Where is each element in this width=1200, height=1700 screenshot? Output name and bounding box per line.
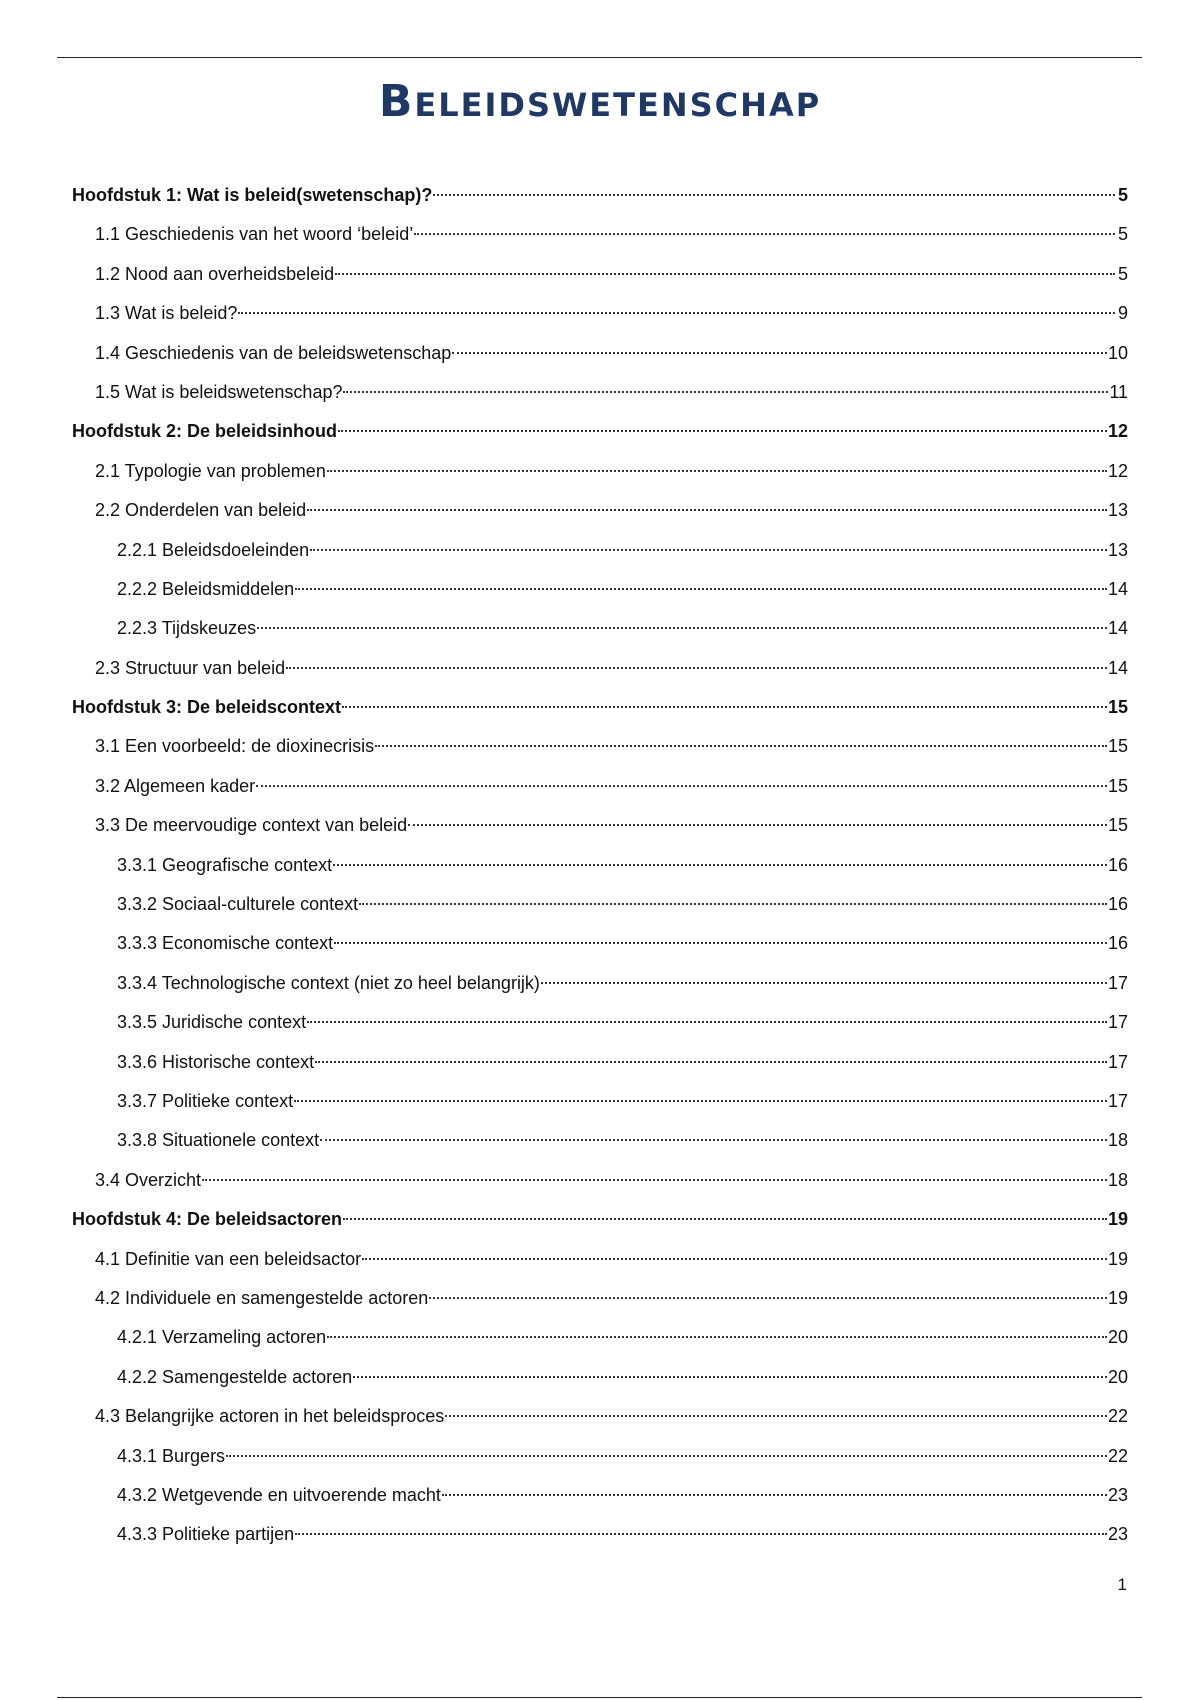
toc-entry-title: 4.1 Definitie van een beleidsactor — [95, 1248, 362, 1269]
document-title — [0, 74, 1200, 133]
toc-entry-page: 16 — [1107, 933, 1128, 954]
toc-entry-title: 3.3.6 Historische context — [117, 1051, 315, 1072]
toc-entry-page: 10 — [1107, 342, 1128, 363]
toc-dot-leader — [327, 1336, 1107, 1338]
toc-dot-leader — [310, 549, 1107, 551]
toc-entry-title: 2.2.2 Beleidsmiddelen — [117, 578, 295, 599]
toc-dot-leader — [307, 1021, 1107, 1023]
toc-entry-page: 17 — [1107, 1090, 1128, 1111]
toc-dot-leader — [315, 1061, 1107, 1063]
toc-entry-page: 5 — [1117, 185, 1128, 205]
toc-entry-title: 1.3 Wat is beleid? — [95, 303, 238, 324]
header-rule — [57, 57, 1142, 58]
toc-entry-page: 14 — [1107, 578, 1128, 599]
toc-dot-leader — [342, 706, 1107, 708]
toc-entry[interactable] — [72, 294, 1128, 333]
toc-dot-leader — [295, 588, 1107, 590]
toc-dot-leader — [442, 1494, 1107, 1496]
toc-dot-leader — [257, 627, 1107, 629]
toc-entry-title: 3.4 Overzicht — [95, 1169, 202, 1190]
toc-entry-page: 12 — [1107, 421, 1128, 442]
toc-entry-page: 12 — [1107, 460, 1128, 481]
toc-entry-title: 3.3.2 Sociaal-culturele context — [117, 894, 359, 915]
toc-entry[interactable] — [72, 688, 1128, 727]
toc-entry[interactable] — [72, 255, 1128, 294]
toc-dot-leader — [353, 1376, 1107, 1378]
toc-dot-leader — [375, 745, 1107, 747]
toc-entry[interactable] — [72, 1240, 1128, 1279]
toc-dot-leader — [238, 312, 1115, 314]
toc-entry-title: 3.3.7 Politieke context — [117, 1090, 294, 1111]
toc-entry-page: 14 — [1107, 657, 1128, 678]
toc-dot-leader — [408, 824, 1107, 826]
toc-entry-title: 3.3.3 Economische context — [117, 933, 334, 954]
toc-entry-page: 17 — [1107, 1051, 1128, 1072]
toc-dot-leader — [429, 1297, 1107, 1299]
toc-entry-title: 3.3 De meervoudige context van beleid — [95, 815, 408, 836]
toc-entry-page: 19 — [1107, 1248, 1128, 1269]
toc-entry-title: 4.3 Belangrijke actoren in het beleidsproces — [95, 1406, 445, 1427]
toc-entry[interactable] — [72, 1397, 1128, 1436]
toc-entry-title: 3.3.4 Technologische context (niet zo heel belangrijk) — [117, 972, 540, 993]
toc-entry-page: 16 — [1107, 854, 1128, 875]
toc-dot-leader — [343, 391, 1108, 393]
toc-entry-title: 2.2.3 Tijdskeuzes — [117, 618, 257, 639]
toc-dot-leader — [414, 233, 1115, 235]
toc-entry-title: 4.3.1 Burgers — [117, 1445, 226, 1466]
toc-entry-title: 4.2.1 Verzameling actoren — [117, 1327, 327, 1348]
toc-entry-page: 15 — [1107, 775, 1128, 796]
toc-entry[interactable] — [72, 373, 1128, 412]
toc-entry[interactable] — [72, 609, 1128, 648]
toc-entry-title: 1.2 Nood aan overheidsbeleid — [95, 263, 335, 284]
toc-dot-leader — [362, 1258, 1107, 1260]
toc-entry[interactable] — [72, 1437, 1128, 1476]
toc-entry-title: 1.4 Geschiedenis van de beleidswetenschap — [95, 342, 452, 363]
toc-dot-leader — [295, 1533, 1107, 1535]
toc-entry[interactable] — [72, 412, 1128, 451]
toc-entry-title: Hoofdstuk 4: De beleidsactoren — [72, 1209, 343, 1230]
toc-entry-page: 15 — [1107, 736, 1128, 757]
toc-dot-leader — [307, 509, 1107, 511]
toc-dot-leader — [327, 470, 1107, 472]
toc-dot-leader — [541, 982, 1107, 984]
toc-entry-title: 3.3.5 Juridische context — [117, 1012, 307, 1033]
toc-entry[interactable] — [72, 531, 1128, 570]
toc-entry[interactable] — [72, 491, 1128, 530]
toc-entry-page: 11 — [1109, 381, 1128, 402]
toc-entry-title: 4.3.2 Wetgevende en uitvoerende macht — [117, 1484, 441, 1505]
toc-entry-page: 15 — [1107, 815, 1128, 836]
toc-entry-title: 3.2 Algemeen kader — [95, 775, 256, 796]
toc-entry[interactable] — [72, 1200, 1128, 1239]
toc-entry-title: 2.1 Typologie van problemen — [95, 460, 326, 481]
page-number: 1 — [1117, 1575, 1127, 1594]
toc-dot-leader — [320, 1139, 1107, 1141]
toc-dot-leader — [335, 273, 1115, 275]
toc-entry-title: 2.2.1 Beleidsdoeleinden — [117, 539, 310, 560]
toc-entry[interactable] — [72, 1003, 1128, 1042]
toc-entry-page: 17 — [1107, 972, 1128, 993]
toc-dot-leader — [294, 1100, 1107, 1102]
toc-entry-page: 20 — [1107, 1327, 1128, 1348]
toc-entry-page: 18 — [1107, 1130, 1128, 1151]
toc-entry[interactable] — [72, 885, 1128, 924]
toc-entry[interactable] — [72, 1318, 1128, 1357]
toc-dot-leader — [202, 1179, 1107, 1181]
toc-entry-page: 17 — [1107, 1012, 1128, 1033]
toc-entry[interactable] — [72, 924, 1128, 963]
toc-entry-title: 1.5 Wat is beleidswetenschap? — [95, 381, 343, 402]
toc-dot-leader — [334, 942, 1107, 944]
toc-entry[interactable] — [72, 1082, 1128, 1121]
toc-dot-leader — [333, 864, 1107, 866]
toc-entry[interactable] — [72, 1161, 1128, 1200]
document-title-initial: B — [378, 76, 415, 127]
toc-dot-leader — [433, 194, 1115, 196]
toc-entry-title: 1.1 Geschiedenis van het woord ‘beleid’ — [95, 224, 414, 245]
toc-dot-leader — [256, 785, 1107, 787]
toc-entry[interactable] — [72, 1279, 1128, 1318]
toc-entry-page: 19 — [1107, 1287, 1128, 1308]
toc-entry-page: 22 — [1107, 1406, 1128, 1427]
toc-entry-title: Hoofdstuk 1: Wat is beleid(swetenschap)? — [72, 185, 433, 205]
toc-entry-title: 2.2 Onderdelen van beleid — [95, 500, 307, 521]
toc-entry[interactable] — [72, 846, 1128, 885]
toc-entry-page: 22 — [1107, 1445, 1128, 1466]
footer-rule — [57, 1697, 1142, 1698]
toc-entry-page: 5 — [1117, 224, 1128, 245]
toc-entry-page: 5 — [1117, 263, 1128, 284]
toc-dot-leader — [226, 1455, 1107, 1457]
toc-entry[interactable] — [72, 176, 1128, 215]
toc-entry[interactable] — [72, 649, 1128, 688]
toc-entry[interactable] — [72, 570, 1128, 609]
toc-entry[interactable] — [72, 1476, 1128, 1515]
toc-dot-leader — [452, 352, 1107, 354]
toc-dot-leader — [338, 430, 1107, 432]
toc-entry-title: Hoofdstuk 3: De beleidscontext — [72, 697, 342, 718]
toc-entry[interactable] — [72, 806, 1128, 845]
document-title-rest: ELEIDSWETENSCHAP — [414, 86, 822, 124]
toc-entry[interactable] — [72, 767, 1128, 806]
table-of-contents — [72, 176, 1128, 1555]
toc-entry[interactable] — [72, 964, 1128, 1003]
toc-entry-page: 19 — [1107, 1209, 1128, 1230]
toc-entry-title: 3.1 Een voorbeeld: de dioxinecrisis — [95, 736, 375, 757]
toc-entry-page: 9 — [1117, 303, 1128, 324]
toc-dot-leader — [286, 667, 1107, 669]
toc-entry-page: 23 — [1107, 1524, 1128, 1545]
toc-entry[interactable] — [72, 1515, 1128, 1554]
toc-entry-page: 20 — [1107, 1366, 1128, 1387]
toc-entry-page: 23 — [1107, 1484, 1128, 1505]
toc-entry[interactable] — [72, 215, 1128, 254]
toc-entry-title: 3.3.8 Situationele context — [117, 1130, 320, 1151]
toc-entry-title: 3.3.1 Geografische context — [117, 854, 333, 875]
toc-entry-title: Hoofdstuk 2: De beleidsinhoud — [72, 421, 338, 442]
toc-entry-page: 13 — [1107, 539, 1128, 560]
toc-entry[interactable] — [72, 727, 1128, 766]
toc-dot-leader — [359, 903, 1107, 905]
toc-dot-leader — [445, 1415, 1107, 1417]
toc-dot-leader — [343, 1218, 1107, 1220]
toc-entry[interactable] — [72, 452, 1128, 491]
toc-entry-page: 16 — [1107, 894, 1128, 915]
toc-entry[interactable] — [72, 1121, 1128, 1160]
toc-entry[interactable] — [72, 1043, 1128, 1082]
toc-entry-page: 14 — [1107, 618, 1128, 639]
toc-entry-title: 4.2.2 Samengestelde actoren — [117, 1366, 353, 1387]
toc-entry-page: 18 — [1107, 1169, 1128, 1190]
toc-entry-title: 4.2 Individuele en samengestelde actoren — [95, 1287, 429, 1308]
toc-entry-title: 2.3 Structuur van beleid — [95, 657, 286, 678]
toc-entry-page: 13 — [1107, 500, 1128, 521]
toc-entry-title: 4.3.3 Politieke partijen — [117, 1524, 295, 1545]
toc-entry[interactable] — [72, 334, 1128, 373]
toc-entry-page: 15 — [1107, 697, 1128, 718]
toc-entry[interactable] — [72, 1358, 1128, 1397]
